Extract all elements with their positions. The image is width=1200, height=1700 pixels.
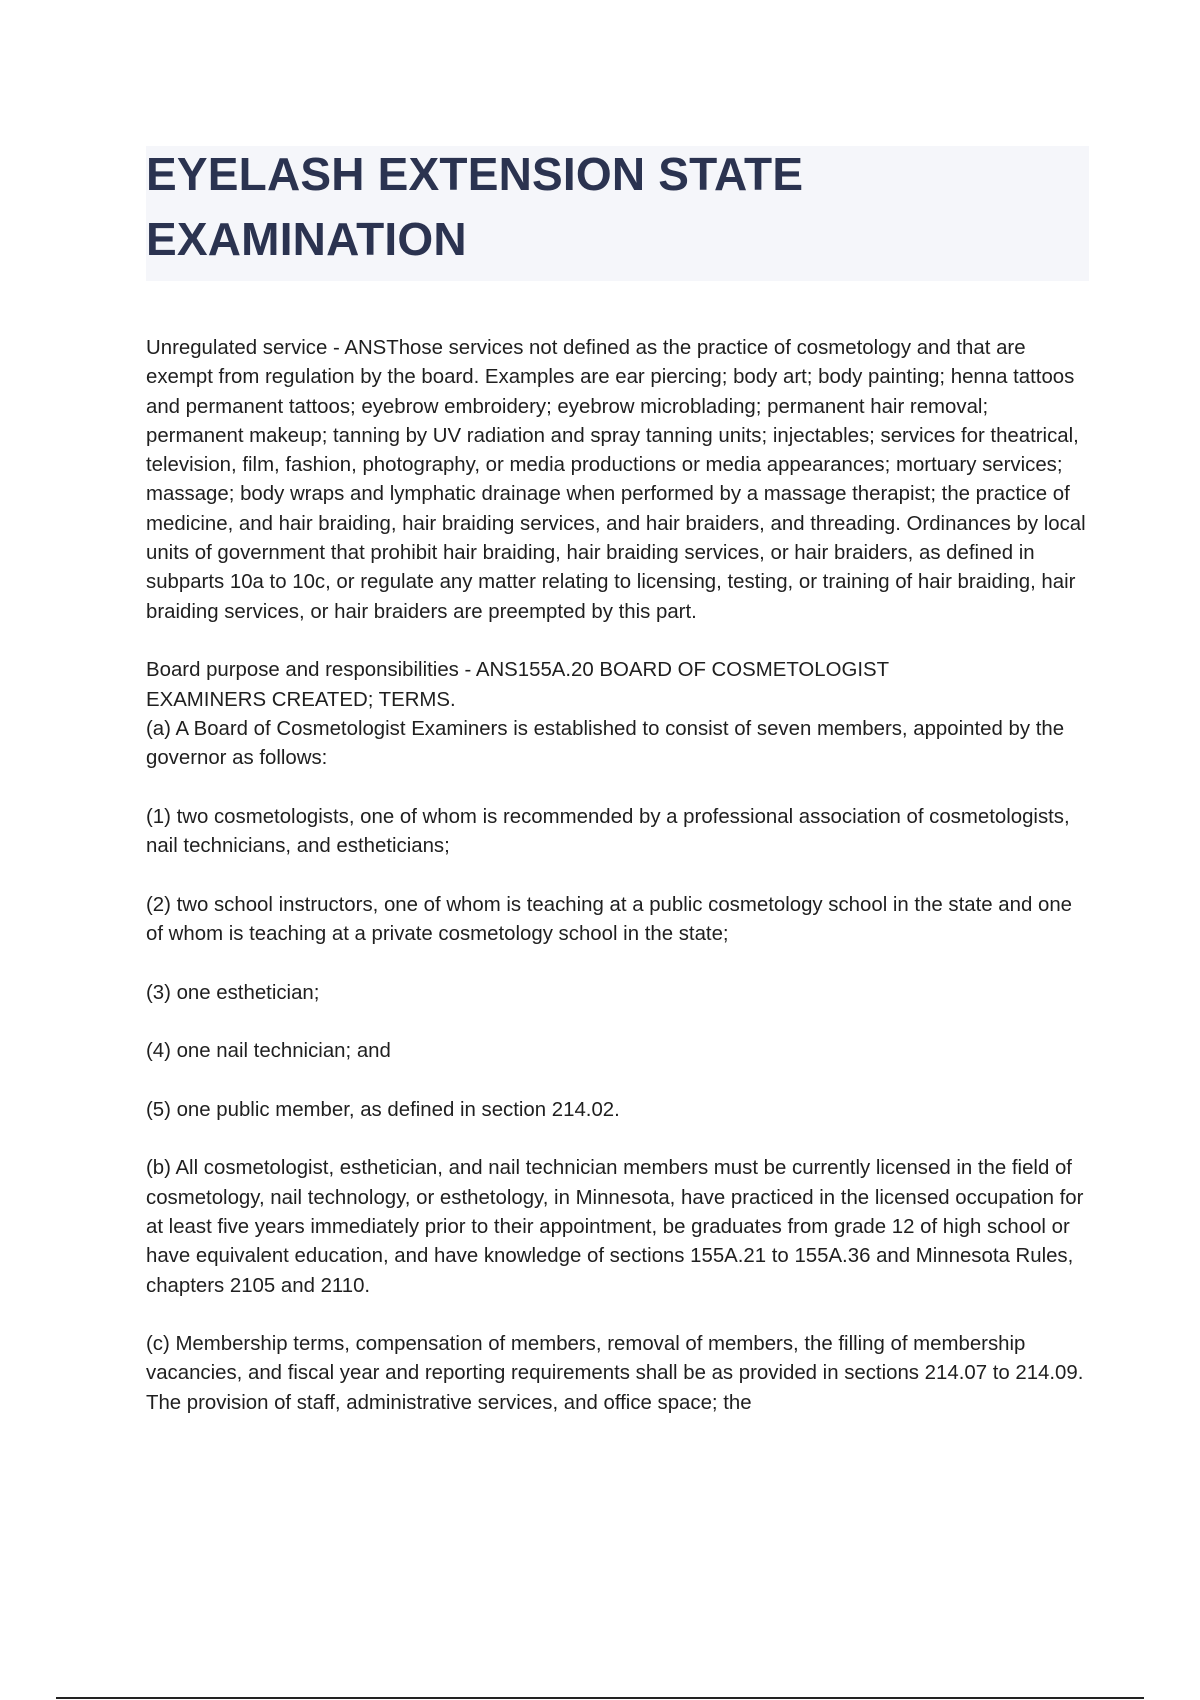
paragraph-item-5: (5) one public member, as defined in section 214.02. <box>146 1098 620 1121</box>
document-body <box>146 334 1091 1418</box>
paragraph-board-purpose-heading <box>146 656 1091 715</box>
board-purpose-line-1: Board purpose and responsibilities - ANS155A.20 BOARD OF COSMETOLOGIST <box>146 659 890 682</box>
board-purpose-line-2: EXAMINERS CREATED; TERMS. <box>146 688 456 711</box>
paragraph-item-3: (3) one esthetician; <box>146 981 320 1004</box>
title-line-1: EYELASH EXTENSION STATE <box>146 148 804 200</box>
paragraph-item-2: (2) two school instructors, one of whom is teaching at a public cosmetology school in the state and one of whom is teaching at a private cosmetology school in the state; <box>146 893 1073 945</box>
document-title <box>146 142 1046 272</box>
paragraph-c: (c) Membership terms, compensation of members, removal of members, the filling of membership vacancies, and fiscal year and reporting requirements shall be as provided in sections 214.07 to 214.09. The provision of staff, administrative services, and office space; the <box>146 1333 1084 1414</box>
title-line-2: EXAMINATION <box>146 213 467 265</box>
paragraph-b: (b) All cosmetologist, esthetician, and nail technician members must be currently licensed in the field of cosmetology, nail technology, or esthetology, in Minnesota, have practiced in the licensed occupation for at least five years immediately prior to their appointment, be graduates from grade 12 of high school or have equivalent education, and have knowledge of sections 155A.21 to 155A.36 and Minnesota Rules, chapters 2105 and 2110. <box>146 1157 1084 1297</box>
paragraph-item-4: (4) one nail technician; and <box>146 1040 391 1063</box>
paragraph-unregulated-service: Unregulated service - ANSThose services not defined as the practice of cosmetology and that are exempt from regulation by the board. Examples are ear piercing; body art; body painting; henna tattoos and permanent tattoos; eyebrow embroidery; eyebrow microblading; permanent hair removal; permanent makeup; tanning by UV radiation and spray tanning units; injectables; services for theatrical, television, film, fashion, photography, or media productions or media appearances; mortuary services; massage; body wraps and lymphatic drainage when performed by a massage therapist; the practice of medicine, and hair braiding, hair braiding services, and hair braiders, and threading. Ordinances by local units of government that prohibit hair braiding, hair braiding services, or hair braiders, as defined in subparts 10a to 10c, or regulate any matter relating to licensing, testing, or training of hair braiding, hair braiding services, or hair braiders are preempted by this part. <box>146 337 1086 623</box>
paragraph-item-1: (1) two cosmetologists, one of whom is recommended by a professional association of cosmetologists, nail technicians, and estheticians; <box>146 805 1070 858</box>
footer-rule <box>56 1697 1144 1699</box>
paragraph-a: (a) A Board of Cosmetologist Examiners is established to consist of seven members, appointed by the governor as follows: <box>146 717 1065 770</box>
